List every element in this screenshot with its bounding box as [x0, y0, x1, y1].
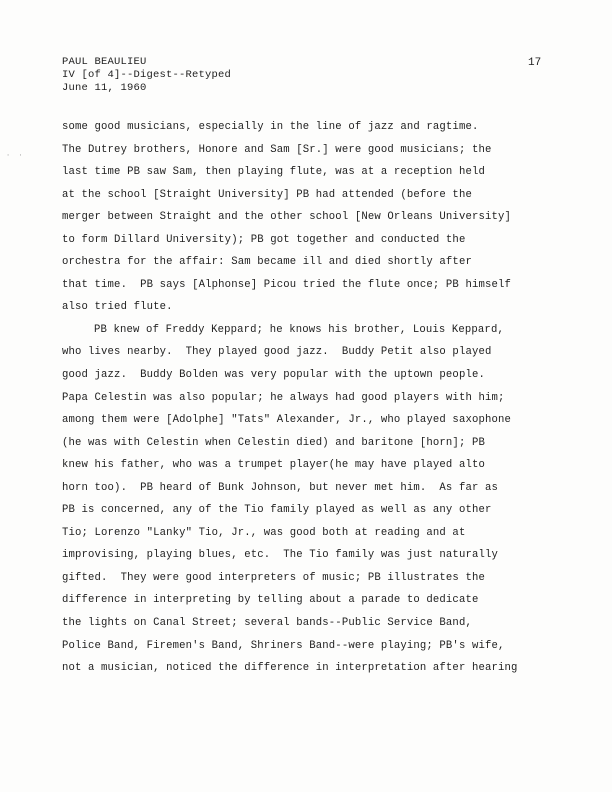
body-line: last time PB saw Sam, then playing flute, was at a reception held [62, 166, 485, 179]
body-line: good jazz. Buddy Bolden was very popular with the uptown people. [62, 369, 485, 382]
header-reel: IV [of 4]--Digest--Retyped [62, 69, 232, 81]
header-name: PAUL BEAULIEU [62, 56, 147, 68]
body-line: that time. PB says [Alphonse] Picou tried the flute once; PB himself [62, 278, 512, 291]
body-line: gifted. They were good interpreters of music; PB illustrates the [62, 571, 485, 584]
body-text [62, 116, 582, 680]
margin-specks: · · [6, 152, 25, 160]
body-line: The Dutrey brothers, Honore and Sam [Sr.] were good musicians; the [62, 143, 492, 156]
body-line: also tried flute. [62, 301, 173, 314]
body-line: Police Band, Firemen's Band, Shriners Band--were playing; PB's wife, [62, 639, 505, 652]
body-line: difference in interpreting by telling about a parade to dedicate [62, 594, 479, 607]
body-line: Tio; Lorenzo "Lanky" Tio, Jr., was good both at reading and at [62, 526, 466, 539]
document-header [62, 56, 231, 95]
body-line: some good musicians, especially in the line of jazz and ragtime. [62, 121, 479, 133]
body-line: (he was with Celestin when Celestin died) and baritone [horn]; PB [62, 436, 485, 449]
header-date: June 11, 1960 [62, 82, 147, 94]
body-line: orchestra for the affair: Sam became ill and died shortly after [62, 256, 472, 269]
body-line: improvising, playing blues, etc. The Tio family was just naturally [62, 549, 498, 562]
body-line: among them were [Adolphe] "Tats" Alexander, Jr., who played saxophone [62, 414, 512, 427]
body-line: the lights on Canal Street; several bands--Public Service Band, [62, 617, 472, 630]
body-line: merger between Straight and the other school [New Orleans University] [62, 211, 512, 224]
body-line: not a musician, noticed the difference in interpretation after hearing [62, 662, 518, 675]
body-line-paragraph-start: PB knew of Freddy Keppard; he knows his brother, Louis Keppard, [94, 323, 504, 336]
body-line: horn too). PB heard of Bunk Johnson, but never met him. As far as [62, 481, 498, 494]
body-line: to form Dillard University); PB got together and conducted the [62, 233, 466, 246]
body-line: Papa Celestin was also popular; he always had good players with him; [62, 391, 505, 404]
body-line: PB is concerned, any of the Tio family played as well as any other [62, 504, 492, 517]
body-line: who lives nearby. They played good jazz. Buddy Petit also played [62, 346, 492, 359]
body-line: knew his father, who was a trumpet player(he may have played alto [62, 459, 485, 472]
body-line: at the school [Straight University] PB had attended (before the [62, 188, 472, 201]
page-number: 17 [528, 57, 542, 69]
